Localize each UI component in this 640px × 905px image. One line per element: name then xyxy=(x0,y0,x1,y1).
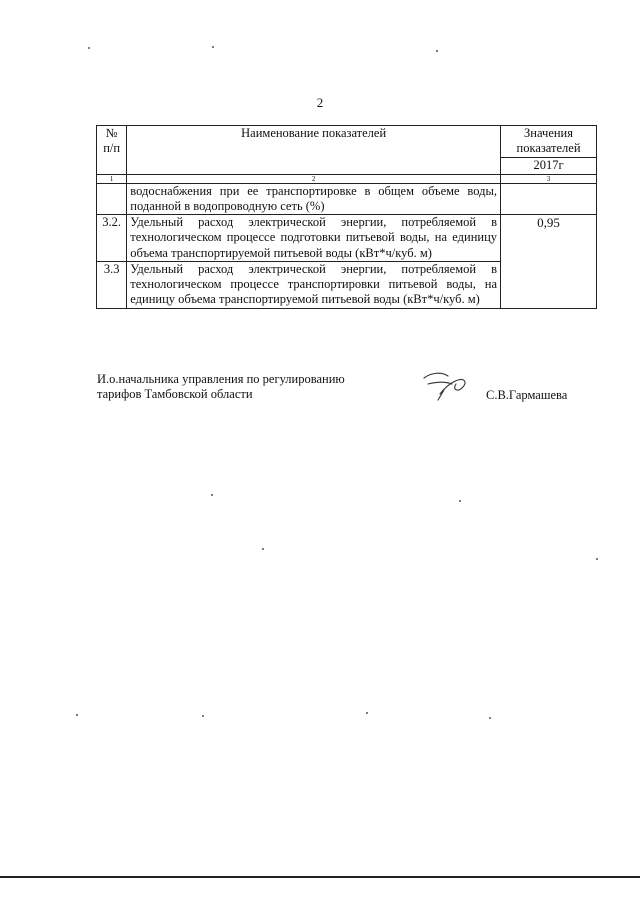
row-number: 3.3 xyxy=(97,261,127,308)
signature-block xyxy=(97,372,345,402)
signer-position-line2: тарифов Тамбовской области xyxy=(97,387,253,401)
table-header-row xyxy=(97,126,597,158)
page-number: 2 xyxy=(316,95,324,110)
table-row xyxy=(97,183,597,215)
table-row xyxy=(97,215,597,262)
signer-position-line1: И.о.начальника управления по регулированию xyxy=(97,372,345,386)
index-cell: 1 xyxy=(97,174,127,183)
row-name: водоснабжения при ее транспортировке в общем объеме воды, поданной в водопроводную сеть (%) xyxy=(127,183,501,215)
header-number: № п/п xyxy=(97,126,127,175)
table-index-row xyxy=(97,174,597,183)
handwritten-signature-icon xyxy=(418,364,478,406)
header-year: 2017г xyxy=(501,157,597,174)
indicators-table xyxy=(96,125,597,309)
bottom-scan-edge xyxy=(0,876,640,878)
row-number xyxy=(97,183,127,215)
header-name: Наименование показателей xyxy=(127,126,501,175)
signer-name: С.В.Гармашева xyxy=(486,388,568,402)
row-value-empty xyxy=(501,183,597,215)
header-values: Значения показателей xyxy=(501,126,597,158)
index-cell: 3 xyxy=(501,174,597,183)
row-name: Удельный расход электрической энергии, потребляемой в технологическом процессе подготовки питьевой воды, на единицу объема транспортируемой питьевой воды (кВт*ч/куб. м) xyxy=(127,215,501,262)
row-name: Удельный расход электрической энергии, потребляемой в технологическом процессе транспортировки питьевой воды, на единицу объема транспортируемой питьевой воды (кВт*ч/куб. м) xyxy=(127,261,501,308)
row-number: 3.2. xyxy=(97,215,127,262)
row-value-merged: 0,95 xyxy=(501,215,597,309)
index-cell: 2 xyxy=(127,174,501,183)
